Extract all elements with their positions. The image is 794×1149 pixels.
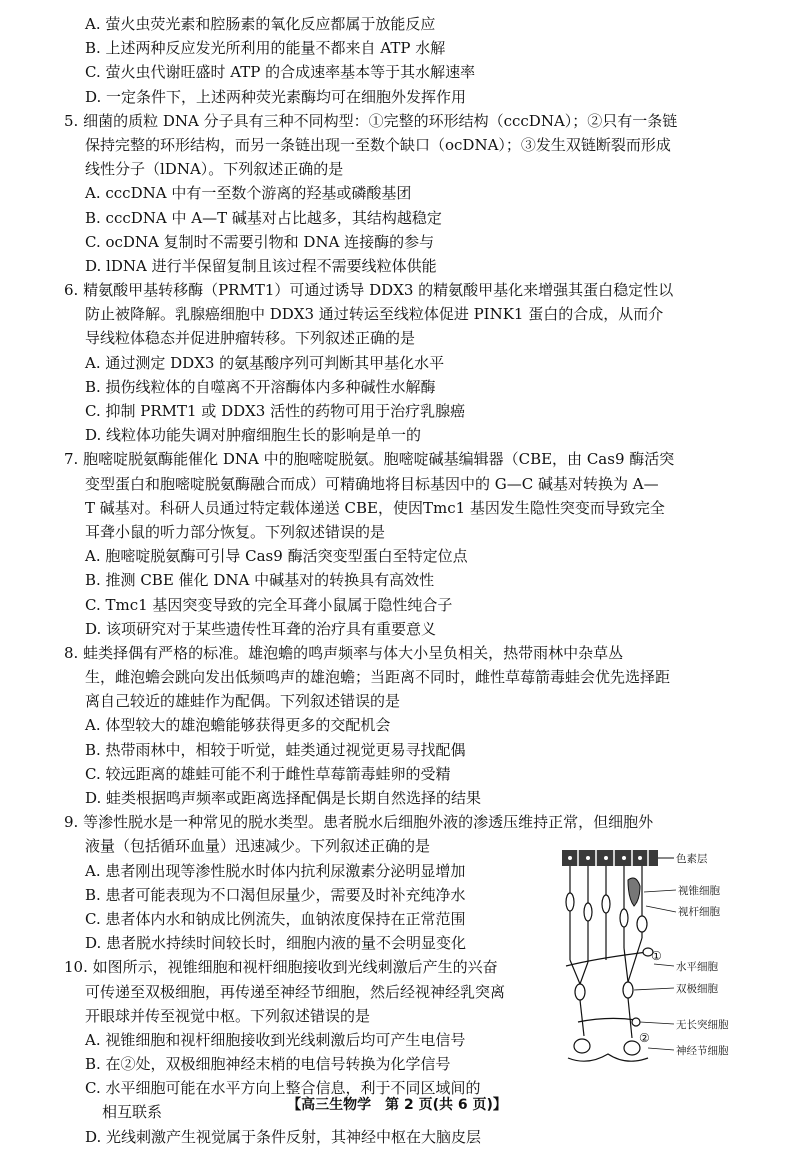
question-8 xyxy=(64,641,770,810)
q10-option-d: D. 光线刺激产生视觉属于条件反射，其神经中枢在大脑皮层 xyxy=(85,1127,482,1146)
q8-stem-line: 8. 蛙类择偶有严格的标准。雄泡蟾的鸣声频率与体大小呈负相关，热带雨林中杂草丛 xyxy=(64,643,624,662)
q7-option-d: D. 该项研究对于某些遗传性耳聋的治疗具有重要意义 xyxy=(85,619,437,638)
q7-stem-line: 耳聋小鼠的听力部分恢复。下列叙述错误的是 xyxy=(85,522,386,541)
q8-option-a: A. 体型较大的雄泡蟾能够获得更多的交配机会 xyxy=(85,716,391,735)
question-6 xyxy=(64,278,770,447)
q5-option-d: D. lDNA 进行半保留复制且该过程不需要线粒体供能 xyxy=(85,256,437,275)
label-cone-cell: 视锥细胞 xyxy=(678,885,720,897)
retina-diagram-svg xyxy=(548,840,748,1070)
marker-1: ① xyxy=(651,949,662,963)
q7-stem-line: 变型蛋白和胞嘧啶脱氨酶融合而成）可精确地将目标基因中的 G—C 碱基对转换为 A— xyxy=(85,474,659,493)
q10-option-a: A. 视锥细胞和视杆细胞接收到光线刺激后均可产生电信号 xyxy=(85,1030,466,1049)
label-rod-cell: 视杆细胞 xyxy=(678,906,720,918)
q6-option-b: B. 损伤线粒体的自噬离不开溶酶体内多种碱性水解酶 xyxy=(85,377,436,396)
label-pigment-layer: 色素层 xyxy=(676,853,708,865)
q8-option-d: D. 蛙类根据鸣声频率或距离选择配偶是长期自然选择的结果 xyxy=(85,789,482,807)
q7-stem-line: 7. 胞嘧啶脱氨酶能催化 DNA 中的胞嘧啶脱氨。胞嘧啶碱基编辑器（CBE，由 Cas9 酶活突 xyxy=(64,450,675,469)
q9-option-c: C. 患者体内水和钠成比例流失，血钠浓度保持在正常范围 xyxy=(85,909,466,928)
q7-option-c: C. Tmc1 基因突变导致的完全耳聋小鼠属于隐性纯合子 xyxy=(85,595,453,614)
q10-option-c: C. 水平细胞可能在水平方向上整合信息，利于不同区域间的 xyxy=(85,1079,481,1098)
q9-stem-line: 液量（包括循环血量）迅速减少。下列叙述正确的是 xyxy=(85,837,431,856)
q4-option-d: D. 一定条件下，上述两种荧光素酶均可在细胞外发挥作用 xyxy=(85,87,467,106)
q9-option-b: B. 患者可能表现为不口渴但尿量少，需要及时补充纯净水 xyxy=(85,885,466,904)
q4-option-c: C. 萤火虫代谢旺盛时 ATP 的合成速率基本等于其水解速率 xyxy=(85,63,476,82)
q8-option-b: B. 热带雨林中，相较于听觉，蛙类通过视觉更易寻找配偶 xyxy=(85,740,466,759)
ganglion-cells xyxy=(568,1039,648,1061)
q10-option-c-cont: 相互联系 xyxy=(102,1103,163,1122)
label-horizontal-cell: 水平细胞 xyxy=(676,961,718,973)
q6-option-a: A. 通过测定 DDX3 的氨基酸序列可判断其甲基化水平 xyxy=(85,353,445,372)
label-bipolar-cell: 双极细胞 xyxy=(676,983,718,995)
q6-stem-line: 导线粒体稳态并促进肿瘤转移。下列叙述正确的是 xyxy=(85,329,416,348)
q6-option-c: C. 抑制 PRMT1 或 DDX3 活性的药物可用于治疗乳腺癌 xyxy=(85,402,466,420)
q4-options xyxy=(64,12,770,109)
q8-option-c: C. 较远距离的雄蛙可能不利于雌性草莓箭毒蛙卵的受精 xyxy=(85,764,451,783)
q5-option-a: A. cccDNA 中有一至数个游离的羟基或磷酸基团 xyxy=(85,184,412,203)
q10-stem-line: 可传递至双极细胞，再传递至神经节细胞，然后经视神经乳突离 xyxy=(85,982,506,1001)
question-7 xyxy=(64,447,770,641)
q5-stem-line: 保持完整的环形结构，而另一条链出现一至数个缺口（ocDNA）；③发生双链断裂而形成 xyxy=(85,135,671,154)
q9-option-a: A. 患者刚出现等渗性脱水时体内抗利尿激素分泌明显增加 xyxy=(85,861,466,880)
markers xyxy=(639,949,662,1045)
page-footer: 【高三生物学 第 2 页(共 6 页)】 xyxy=(287,1097,507,1113)
q5-option-b: B. cccDNA 中 A—T 碱基对占比越多，其结构越稳定 xyxy=(85,208,442,227)
figure-labels xyxy=(676,852,729,1057)
q9-stem-line: 9. 等渗性脱水是一种常见的脱水类型。患者脱水后细胞外液的渗透压维持正常，但细胞外 xyxy=(64,813,654,832)
q8-stem-line: 生，雌泡蟾会跳向发出低频鸣声的雄泡蟾；当距离不同时，雌性草莓箭毒蛙会优先选择距 xyxy=(85,668,671,687)
label-amacrine-cell: 无长突细胞 xyxy=(676,1019,729,1031)
q7-stem-line: T 碱基对。科研人员通过特定载体递送 CBE，使因Tmc1 基因发生隐性突变而导致完全 xyxy=(85,498,665,517)
q5-option-c: C. ocDNA 复制时不需要引物和 DNA 连接酶的参与 xyxy=(85,232,435,251)
q4-option-b: B. 上述两种反应发光所利用的能量不都来自 ATP 水解 xyxy=(85,39,446,58)
horizontal-cell xyxy=(566,948,653,966)
q10-stem-line: 开眼球并传至视觉中枢。下列叙述错误的是 xyxy=(85,1006,371,1025)
q9-option-d: D. 患者脱水持续时间较长时，细胞内液的量不会明显变化 xyxy=(85,934,467,953)
pigment-layer xyxy=(562,850,674,866)
marker-2: ② xyxy=(639,1031,650,1045)
q6-option-d: D. 线粒体功能失调对肿瘤细胞生长的影响是单一的 xyxy=(85,426,422,445)
q7-option-a: A. 胞嘧啶脱氨酶可引导 Cas9 酶活突变型蛋白至特定位点 xyxy=(85,547,468,566)
retina-diagram xyxy=(548,840,748,1070)
q4-option-a: A. 萤火虫荧光素和腔肠素的氧化反应都属于放能反应 xyxy=(85,15,436,33)
q7-option-b: B. 推测 CBE 催化 DNA 中碱基对的转换具有高效性 xyxy=(85,571,435,590)
q5-stem-line: 5. 细菌的质粒 DNA 分子具有三种不同构型：①完整的环形结构（cccDNA）；②只有一条链 xyxy=(64,111,678,130)
q6-stem-line: 6. 精氨酸甲基转移酶（PRMT1）可通过诱导 DDX3 的精氨酸甲基化来增强其蛋白稳定性以 xyxy=(64,281,674,300)
leader-lines xyxy=(634,890,676,1050)
cone-cell xyxy=(628,878,647,932)
q6-stem-line: 防止被降解。乳腺癌细胞中 DDX3 通过转运至线粒体促进 PINK1 蛋白的合成，从而介 xyxy=(85,305,664,324)
q5-stem-line: 线性分子（lDNA）。下列叙述正确的是 xyxy=(85,160,344,179)
label-ganglion-cell: 神经节细胞 xyxy=(676,1045,729,1057)
q10-stem-line: 10. 如图所示，视锥细胞和视杆细胞接收到光线刺激后产生的兴奋 xyxy=(64,958,498,977)
question-5 xyxy=(64,109,770,278)
q10-option-b: B. 在②处，双极细胞神经末梢的电信号转换为化学信号 xyxy=(85,1055,451,1074)
q8-stem-line: 离自己较近的雄蛙作为配偶。下列叙述错误的是 xyxy=(85,692,401,711)
